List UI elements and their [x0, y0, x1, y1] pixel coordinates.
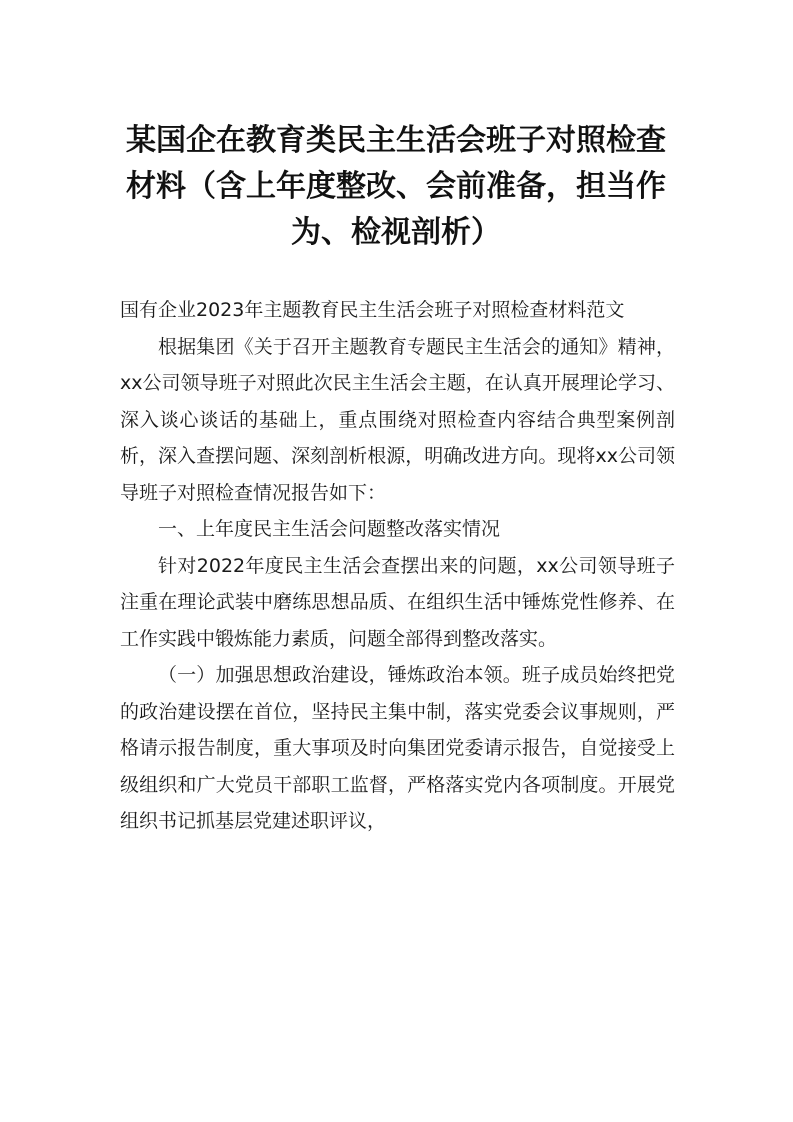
section-paragraph: 针对2022年度民主生活会查摆出来的问题，xx公司领导班子注重在理论武装中磨练思想品质、在组织生活中锤炼党性修养、在工作实践中锻炼能力素质，问题全部得到整改落实。: [120, 554, 675, 650]
subsection-paragraph: （一）加强思想政治建设，锤炼政治本领。班子成员始终把党的政治建设摆在首位，坚持民主集中制，落实党委会议事规则，严格请示报告制度，重大事项及时向集团党委请示报告，自觉接受上级组织和广大党员干部职工监督，严格落实党内各项制度。开展党组织书记抓基层党建述职评议，: [120, 664, 675, 832]
document-body: [120, 292, 675, 840]
section-heading: 一、上年度民主生活会问题整改落实情况: [158, 518, 501, 540]
intro-paragraph: 根据集团《关于召开主题教育专题民主生活会的通知》精神，xx公司领导班子对照此次民主生活会主题，在认真开展理论学习、深入谈心谈话的基础上，重点围绕对照检查内容结合典型案例剖析，深入查摆问题、深刻剖析根源，明确改进方向。现将xx公司领导班子对照检查情况报告如下：: [120, 335, 675, 504]
document-title: 某国企在教育类民主生活会班子对照检查材料（含上年度整改、会前准备，担当作为、检视剖析）: [126, 123, 666, 250]
subtitle-paragraph: 国有企业2023年主题教育民主生活会班子对照检查材料范文: [120, 299, 625, 321]
